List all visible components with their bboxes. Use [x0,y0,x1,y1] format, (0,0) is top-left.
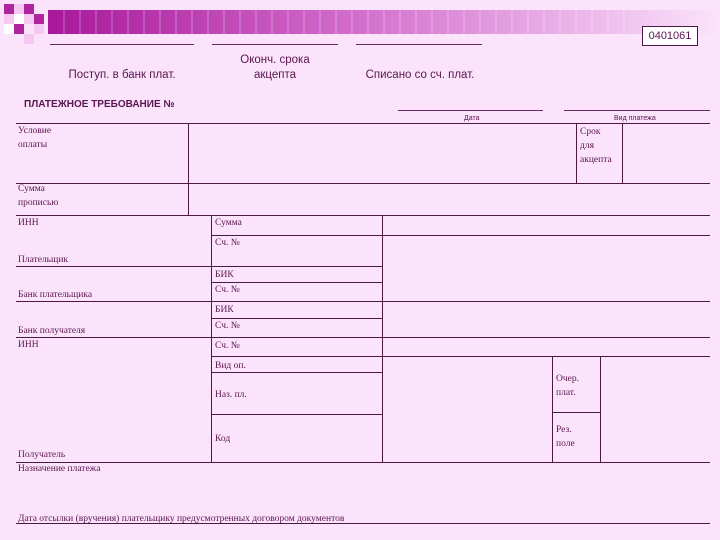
op-type-label: Вид оп. [215,361,246,371]
code-label: Код [215,434,231,444]
payer-label: Плательщик [18,255,69,265]
acc-no-recipient-bank-label: Сч. № [215,321,240,331]
bik-payer-bank-label: БИК [215,270,234,280]
reserve-field-label: Рез. поле [556,425,575,449]
amount-label: Сумма [215,218,242,228]
acc-no-recipient-label: Сч. № [215,341,240,351]
received-bank-caption: Поступ. в банк плат. [68,69,176,81]
inn-payer-label: ИНН [18,218,39,228]
document-title: ПЛАТЕЖНОЕ ТРЕБОВАНИЕ № [24,99,175,110]
accept-term-label: Срок для акцепта [580,127,612,165]
acc-no-payer-label: Сч. № [215,238,240,248]
dispatch-date-label: Дата отсылки (вручения) плательщику предусмотренных договором документов [18,514,345,524]
inn-recipient-label: ИНН [18,340,39,350]
date-caption: Дата [464,115,480,122]
acc-no-payer-bank-label: Сч. № [215,285,240,295]
accept-deadline-caption: Оконч. срока акцепта [240,54,310,81]
bik-recipient-bank-label: БИК [215,305,234,315]
payment-terms-label: Условие оплаты [18,126,52,150]
payer-bank-label: Банк плательщика [18,290,93,300]
payment-type-caption: Вид платежа [614,115,656,122]
debited-caption: Списано со сч. плат. [365,69,475,81]
form-code-box: 0401061 [642,26,698,46]
payment-purpose-label: Назначение платежа [18,464,101,474]
amount-in-words-label: Сумма прописью [18,184,59,208]
recipient-label: Получатель [18,450,66,460]
priority-label: Очер. плат. [556,374,579,398]
purpose-code-label: Наз. пл. [215,390,247,400]
recipient-bank-label: Банк получателя [18,326,86,336]
